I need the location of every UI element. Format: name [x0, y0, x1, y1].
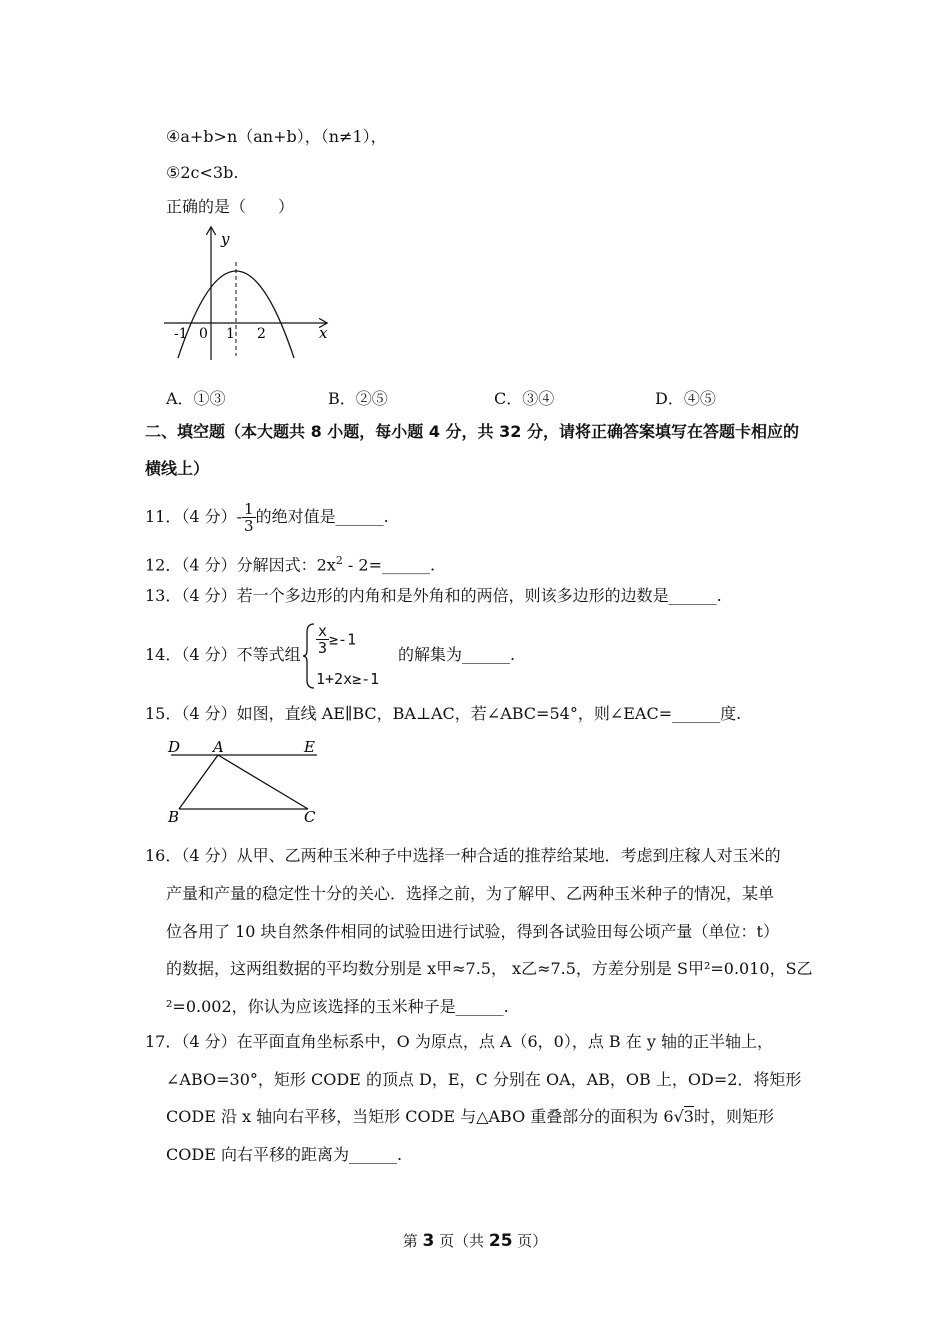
option-b: B．②⑤: [328, 389, 388, 408]
section-heading-line2: 横线上）: [145, 459, 210, 478]
q11-numerator: 1: [244, 500, 254, 518]
tick-2: 2: [257, 326, 266, 342]
q17-radicand: 3: [683, 1107, 694, 1126]
segment-ac: [218, 755, 308, 809]
question-16-line4: 的数据，这两组数据的平均数分别是 x甲≈7.5， x乙≈7.5，方差分别是 S甲²=0.010，S乙: [166, 959, 813, 978]
total-pages: 25: [488, 1231, 513, 1251]
question-16-line5: ²=0.002，你认为应该选择的玉米种子是______.: [166, 997, 509, 1016]
figure-15: [165, 736, 325, 828]
tick-1: 1: [226, 326, 235, 342]
question-15: 15．（4 分）如图，直线 AE∥BC，BA⊥AC，若∠ABC=54°，则∠EAC=______度.: [145, 704, 742, 723]
q14-inequality-1: [316, 623, 356, 656]
label-a: A: [213, 738, 224, 756]
q11-fraction: [242, 501, 256, 534]
page-number: 3: [422, 1231, 435, 1251]
question-17-line4: CODE 向右平移的距离为______.: [166, 1145, 403, 1164]
question-17-line2: ∠ABO=30°，矩形 CODE 的顶点 D，E，C 分别在 OA，AB，OB 上，OD=2．将矩形: [166, 1070, 802, 1089]
question-16-line3: 位各用了 10 块自然条件相同的试验田进行试验，得到各试验田每公顷产量（单位：t）: [166, 922, 779, 941]
x-axis-label: x: [319, 324, 328, 342]
option-d: D．④⑤: [655, 389, 716, 408]
q14-fraction: [316, 623, 329, 656]
sqrt-symbol: √: [673, 1107, 684, 1126]
question-17-line3: [166, 1106, 774, 1128]
tick-neg1: -1: [174, 326, 188, 342]
q17-line3-suffix: 时，则矩形: [693, 1107, 774, 1126]
item-5: ⑤2c<3b.: [166, 163, 239, 182]
parabola-graph: [160, 224, 335, 364]
question-14-prefix: 14．（4 分）不等式组: [145, 645, 301, 664]
footer-middle: 页（共: [434, 1232, 489, 1250]
footer-prefix: 第: [402, 1232, 423, 1250]
tick-0: 0: [199, 326, 208, 342]
q14-suffix: 的解集为______.: [398, 645, 516, 664]
page-footer: [0, 1230, 950, 1251]
label-e: E: [304, 738, 315, 756]
q17-line3-prefix: CODE 沿 x 轴向右平移，当矩形 CODE 与△ABO 重叠部分的面积为 6: [166, 1107, 674, 1126]
option-c: C．③④: [494, 389, 555, 408]
q12-prefix: 12．（4 分）分解因式：2x: [145, 555, 336, 575]
question-17-line1: 17．（4 分）在平面直角坐标系中，O 为原点，点 A（6，0），点 B 在 y 轴的正半轴上，: [145, 1032, 773, 1051]
label-d: D: [168, 738, 181, 756]
segment-ab: [179, 755, 218, 809]
option-a: A．①③: [166, 389, 226, 408]
question-16-line2: 产量和产量的稳定性十分的关心．选择之前，为了解甲、乙两种玉米种子的情况，某单: [166, 884, 775, 903]
q12-suffix: - 2=______.: [342, 555, 436, 575]
footer-suffix: 页）: [512, 1232, 548, 1250]
q11-denominator: 3: [244, 517, 254, 535]
label-b: B: [168, 808, 180, 826]
q14-ineq1-rest: ≥-1: [329, 630, 357, 649]
question-prompt: 正确的是（ ）: [166, 197, 295, 216]
label-c: C: [304, 808, 316, 826]
question-16-line1: 16．（4 分）从甲、乙两种玉米种子中选择一种合适的推荐给某地．考虑到庄稼人对玉米的: [145, 846, 781, 865]
q14-inequality-2: 1+2x≥-1: [316, 670, 380, 688]
q11-prefix: 11．（4 分）-: [145, 507, 243, 526]
q14-numerator: x: [318, 622, 328, 640]
q14-brace: [302, 622, 316, 690]
item-4: ④a+b>n（an+b），（n≠1），: [166, 127, 387, 146]
q12-exponent: 2: [335, 554, 343, 567]
question-11: [145, 500, 389, 534]
q14-denominator: 3: [318, 639, 328, 657]
section-heading-line1: 二、填空题（本大题共 8 小题，每小题 4 分，共 32 分，请将正确答案填写在答题卡相应的: [145, 422, 799, 441]
y-axis-label: y: [221, 230, 230, 248]
question-13: 13．（4 分）若一个多边形的内角和是外角和的两倍，则该多边形的边数是______.: [145, 586, 722, 605]
q11-suffix: 的绝对值是______.: [255, 507, 389, 526]
question-12: [145, 550, 435, 576]
